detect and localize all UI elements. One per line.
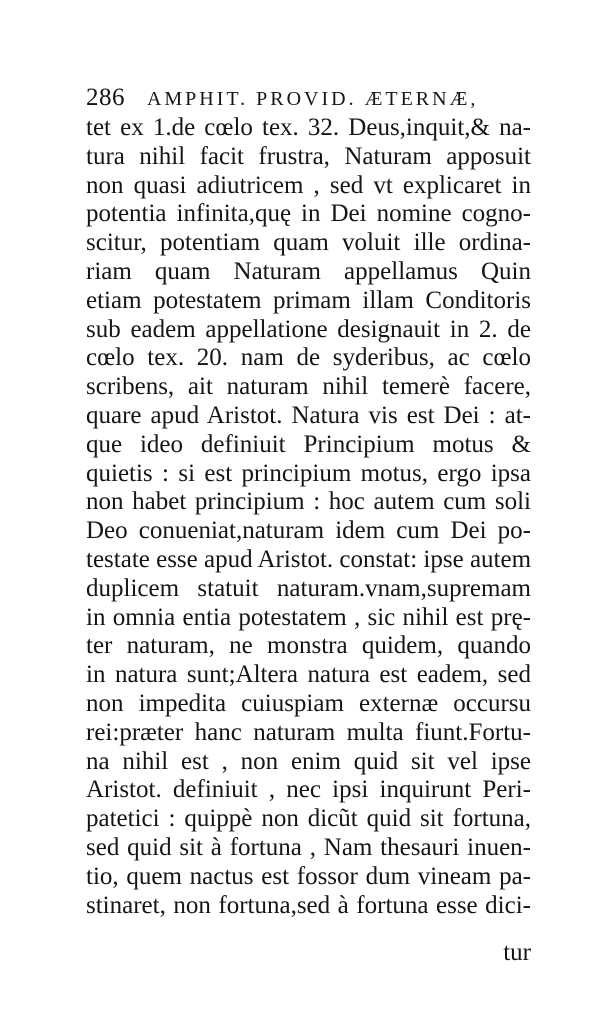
- running-title: AMPHIT. PROVID. ÆTERNÆ,: [146, 88, 479, 110]
- text-line: quare apud Aristot. Natura vis est Dei : at-: [86, 401, 531, 429]
- text-line: tet ex 1.de cœlo tex. 32. Deus,inquit,& na-: [86, 114, 531, 141]
- text-line: Deo conueniat,naturam idem cum Dei po-: [86, 517, 531, 545]
- text-line: non habet principium : hoc autem cum soli: [86, 488, 531, 516]
- text-line: testate esse apud Aristot. constat: ipse autem: [86, 545, 532, 573]
- text-line: sub eadem appellatione designauit in 2. de: [86, 315, 531, 343]
- text-line: etiam potestatem primam illam Conditoris: [86, 286, 531, 314]
- text-line: non impedita cuiuspiam externæ occursu: [86, 689, 531, 717]
- text-line: na nihil est , non enim quid sit vel ipse: [86, 747, 531, 775]
- text-line: quietis : si est principium motus, ergo ipsa: [86, 459, 531, 487]
- catchword: tur: [503, 939, 531, 966]
- text-line: in omnia entia potestatem , sic nihil est prę-: [86, 603, 531, 631]
- text-line: duplicem statuit naturam.vnam,supremam: [86, 574, 531, 602]
- text-line: rei:præter hanc naturam multa fiunt.Fortu-: [86, 718, 531, 746]
- text-line: scribens, ait naturam nihil temerè facere,: [86, 373, 531, 401]
- text-line: ter naturam, ne monstra quidem, quando: [86, 632, 531, 660]
- text-line: patetici : quippè non dicũt quid sit fortuna,: [86, 805, 531, 833]
- text-line: que ideo definiuit Principium motus &: [86, 430, 531, 458]
- text-line: riam quam Naturam appellamus Quin: [86, 257, 531, 285]
- text-line: Aristot. definiuit , nec ipsi inquirunt Peri-: [86, 776, 531, 804]
- page-number: 286: [86, 84, 125, 111]
- text-line: tura nihil facit frustra, Naturam apposuit: [86, 142, 531, 170]
- text-line: in natura sunt;Altera natura est eadem, sed: [86, 661, 531, 689]
- text-line: potentia infinita,quę in Dei nomine cogno-: [86, 200, 531, 228]
- text-line: tio, quem nactus est fossor dum vineam pa-: [86, 862, 531, 890]
- text-line: sed quid sit à fortuna , Nam thesauri inuen-: [86, 833, 531, 861]
- running-head: [86, 82, 526, 114]
- body-text: [86, 114, 531, 920]
- text-line: cœlo tex. 20. nam de syderibus, ac cœlo: [86, 344, 531, 372]
- text-line: stinaret, non fortuna,sed à fortuna esse dici-: [86, 891, 531, 919]
- text-line: scitur, potentiam quam voluit ille ordina-: [86, 229, 531, 257]
- text-line: non quasi adiutricem , sed vt explicaret in: [86, 171, 531, 199]
